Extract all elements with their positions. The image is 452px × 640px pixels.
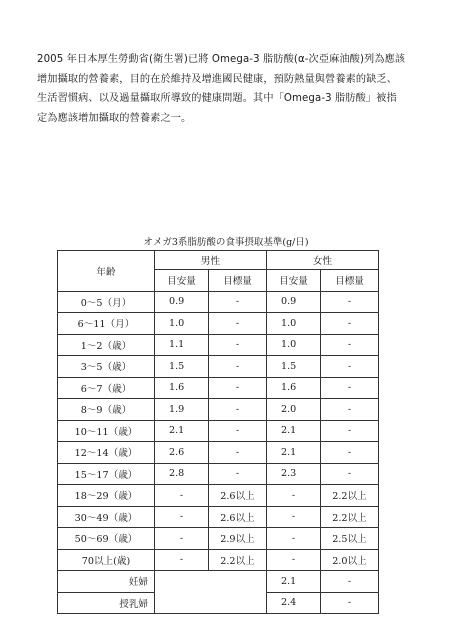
- male-target-cell: 2.6以上: [209, 506, 267, 528]
- male-adequate-cell: 2.1: [155, 420, 209, 442]
- special-label-cell: 妊婦: [58, 571, 155, 593]
- female-adequate-cell: 1.0: [267, 334, 321, 356]
- male-target-cell: -: [209, 463, 267, 485]
- female-adequate-cell: -: [267, 528, 321, 550]
- male-target-cell: -: [209, 334, 267, 356]
- special-row: [58, 571, 379, 593]
- table-row: [58, 356, 379, 378]
- table-row: [58, 463, 379, 485]
- male-target-cell: -: [209, 356, 267, 378]
- male-adequate-cell: 1.9: [155, 399, 209, 421]
- male-header: 男性: [155, 251, 267, 270]
- age-cell: 3～5（歳）: [58, 356, 155, 378]
- age-cell: 10～11（歳）: [58, 420, 155, 442]
- header-row: [58, 251, 379, 270]
- female-adequate-cell: 2.0: [267, 399, 321, 421]
- age-cell: 15～17（歳）: [58, 463, 155, 485]
- male-target-header: 目標量: [209, 270, 267, 292]
- table-row: [58, 528, 379, 550]
- intro-paragraph: [37, 50, 437, 128]
- female-adequate-cell: 0.9: [267, 291, 321, 313]
- age-cell: 70以上(歳): [58, 549, 155, 571]
- female-target-cell: -: [321, 356, 379, 378]
- female-adequate-cell: 2.1: [267, 571, 321, 593]
- female-adequate-cell: -: [267, 485, 321, 507]
- male-adequate-cell: -: [155, 549, 209, 571]
- age-header: 年齢: [58, 251, 155, 292]
- male-target-cell: 2.9以上: [209, 528, 267, 550]
- female-adequate-cell: 1.5: [267, 356, 321, 378]
- female-adequate-header: 目安量: [267, 270, 321, 292]
- female-target-cell: -: [321, 291, 379, 313]
- age-cell: 50～69（歳）: [58, 528, 155, 550]
- table-row: [58, 506, 379, 528]
- male-adequate-cell: 2.8: [155, 463, 209, 485]
- female-target-cell: -: [321, 463, 379, 485]
- female-target-cell: -: [321, 571, 379, 593]
- age-cell: 1～2（歳）: [58, 334, 155, 356]
- table-row: [58, 377, 379, 399]
- age-cell: 6～11（月）: [58, 313, 155, 335]
- paragraph-line: 增加攝取的營養素，目的在於維持及增進國民健康，預防熱量與營養素的缺乏、: [37, 73, 398, 85]
- female-target-cell: -: [321, 592, 379, 614]
- paragraph-line: 定為應該增加攝取的營養素之一。: [37, 112, 192, 124]
- male-target-cell: -: [209, 442, 267, 464]
- female-adequate-cell: 2.1: [267, 442, 321, 464]
- male-target-cell: -: [209, 420, 267, 442]
- male-target-cell: -: [209, 313, 267, 335]
- female-adequate-cell: 2.1: [267, 420, 321, 442]
- table-row: [58, 442, 379, 464]
- omega3-intake-table: [57, 250, 379, 614]
- female-adequate-cell: 1.0: [267, 313, 321, 335]
- male-adequate-cell: 1.5: [155, 356, 209, 378]
- male-adequate-header: 目安量: [155, 270, 209, 292]
- age-cell: 18～29（歳）: [58, 485, 155, 507]
- table-row: [58, 334, 379, 356]
- male-adequate-cell: 0.9: [155, 291, 209, 313]
- female-target-cell: 2.2以上: [321, 506, 379, 528]
- age-cell: 12～14（歳）: [58, 442, 155, 464]
- age-cell: 6～7（歳）: [58, 377, 155, 399]
- male-adequate-cell: 1.0: [155, 313, 209, 335]
- table-row: [58, 420, 379, 442]
- blank-male-cell: [155, 571, 267, 614]
- male-adequate-cell: 1.6: [155, 377, 209, 399]
- male-adequate-cell: -: [155, 485, 209, 507]
- male-target-cell: -: [209, 377, 267, 399]
- female-adequate-cell: -: [267, 549, 321, 571]
- male-adequate-cell: 1.1: [155, 334, 209, 356]
- table-row: [58, 549, 379, 571]
- female-target-cell: -: [321, 399, 379, 421]
- age-cell: 0～5（月）: [58, 291, 155, 313]
- table-row: [58, 291, 379, 313]
- table-row: [58, 485, 379, 507]
- paragraph-line: 2005 年日本厚生勞動省(衛生署)已將 Omega-3 脂肪酸(α-次亞麻油酸)列為應該: [37, 54, 406, 65]
- table-row: [58, 313, 379, 335]
- female-target-cell: -: [321, 313, 379, 335]
- female-target-cell: -: [321, 377, 379, 399]
- female-target-cell: 2.5以上: [321, 528, 379, 550]
- male-target-cell: 2.2以上: [209, 549, 267, 571]
- male-target-cell: -: [209, 399, 267, 421]
- table-row: [58, 399, 379, 421]
- special-label-cell: 授乳婦: [58, 592, 155, 614]
- female-adequate-cell: 1.6: [267, 377, 321, 399]
- male-target-cell: -: [209, 291, 267, 313]
- table-caption: オメガ3系脂肪酸の食事摂取基準(g/日): [143, 237, 309, 248]
- male-target-cell: 2.6以上: [209, 485, 267, 507]
- male-adequate-cell: -: [155, 528, 209, 550]
- female-adequate-cell: 2.3: [267, 463, 321, 485]
- female-target-cell: -: [321, 442, 379, 464]
- female-target-cell: -: [321, 334, 379, 356]
- female-target-header: 目標量: [321, 270, 379, 292]
- female-target-cell: 2.2以上: [321, 485, 379, 507]
- female-target-cell: -: [321, 420, 379, 442]
- male-adequate-cell: 2.6: [155, 442, 209, 464]
- female-target-cell: 2.0以上: [321, 549, 379, 571]
- age-cell: 8～9（歳）: [58, 399, 155, 421]
- female-header: 女性: [267, 251, 379, 270]
- female-adequate-cell: -: [267, 506, 321, 528]
- paragraph-line: 生活習慣病、以及過量攝取所導致的健康問題。其中「Omega-3 脂肪酸」被指: [37, 93, 397, 104]
- age-cell: 30～49（歳）: [58, 506, 155, 528]
- male-adequate-cell: -: [155, 506, 209, 528]
- female-adequate-cell: 2.4: [267, 592, 321, 614]
